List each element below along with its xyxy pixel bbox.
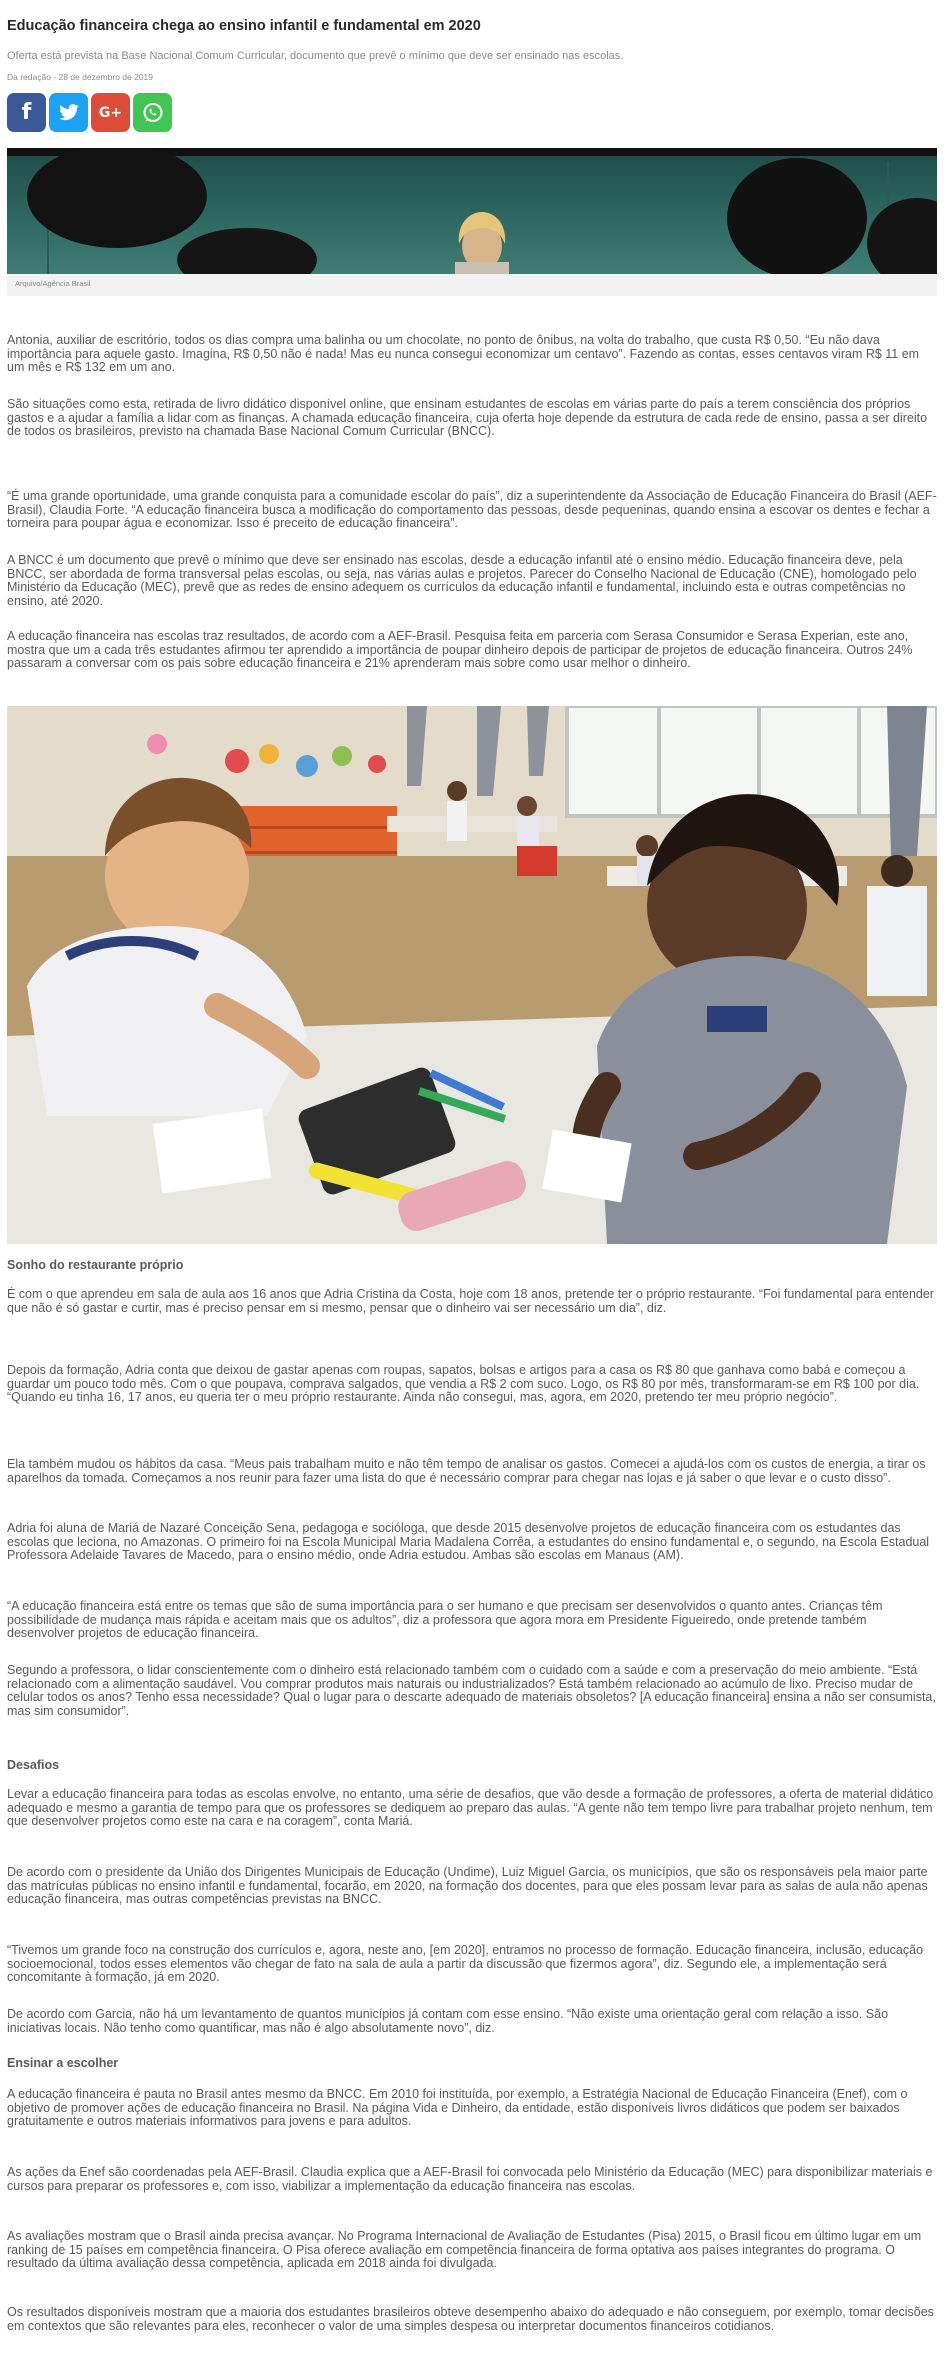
paragraph: De acordo com o presidente da União dos Dirigentes Municipais de Educação (Undime), Luiz Miguel Garcia, os municípios, que são os responsáveis pela maior parte das matrículas públicas no ensino infantil e fundamental, focarão, em 2020, na formação dos docentes, para que eles possam levar para as salas de aula não apenas educação financeira, mas outras competências previstas na BNCC. [7, 1865, 928, 1907]
paragraph: É com o que aprendeu em sala de aula aos 16 anos que Adria Cristina da Costa, hoje com 18 anos, pretende ter o próprio restaurante. “Foi fundamental para entender que não é só gastar e curtir, mas é preciso pensar em si mesmo, pensar que o dinheiro vai ser necessário um dia”, diz. [7, 1287, 934, 1315]
whatsapp-icon [141, 101, 165, 125]
article-subheadline: Oferta está prevista na Base Nacional Comum Curricular, documento que prevê o mínimo que deve ser ensinado nas escolas. [7, 50, 624, 62]
paragraph: São situações como esta, retirada de livro didático disponível online, que ensinam estudantes de escolas em várias parte do país a terem consciência dos próprios gastos e a ajudar a família a lidar com as finanças. A chamada educação financeira, cuja oferta hoje depende da estrutura de cada rede de ensino, passa a ser direito de todos os brasileiros, previsto na chamada Base Nacional Comum Curricular (BNCC). [7, 397, 928, 439]
share-twitter-button[interactable] [49, 93, 88, 132]
paragraph: A BNCC é um documento que prevê o mínimo que deve ser ensinado nas escolas, desde a educação infantil até o ensino médio. Educação financeira deve, pela BNCC, ser abordada de forma transversal pelas escolas, ou seja, nas várias aulas e projetos. Parecer do Conselho Nacional de Educação (CNE), homologado pelo Ministério da Educação (MEC), prevê que as redes de ensino adequem os currículos da educação infantil e fundamental, incluindo esta e outras competências no ensino, até 2020. [7, 553, 917, 608]
section-heading: Ensinar a escolher [7, 2056, 119, 2070]
paragraph: Ela também mudou os hábitos da casa. “Meus pais trabalham muito e não têm tempo de analisar os gastos. Comecei a ajudá-los com os custos de energia, a tirar os aparelhos da tomada. Começamos a nos reunir para fazer uma lista do que é necessário comprar para chegar nas lojas e já saber o que levar e o custo disso”. [7, 1457, 926, 1485]
article-headline: Educação financeira chega ao ensino infantil e fundamental em 2020 [7, 18, 481, 34]
paragraph: A educação financeira é pauta no Brasil antes mesmo da BNCC. Em 2010 foi instituída, por exemplo, a Estratégia Nacional de Educação Financeira (Enef), com o objetivo de promover ações de educação financeira no Brasil. Na página Vida e Dinheiro, da entidade, estão disponíveis livros didáticos que podem ser baixados gratuitamente e outros materiais informativos para jovens e para adultos. [7, 2087, 908, 2129]
paragraph: A educação financeira nas escolas traz resultados, de acordo com a AEF-Brasil. Pesquisa feita em parceria com Serasa Consumidor e Serasa Experian, este ano, mostra que um a cada três estudantes afirmou ter aprendido a importância de poupar dinheiro depois de participar de projetos de educação financeira. Outros 24% passaram a conversar com os pais sobre educação financeira e 21% aprenderam mais sobre como usar melhor o dinheiro. [7, 629, 913, 671]
share-whatsapp-button[interactable] [133, 93, 172, 132]
paragraph: As ações da Enef são coordenadas pela AEF-Brasil. Claudia explica que a AEF-Brasil foi convocada pelo Ministério da Educação (MEC) para disponibilizar materiais e cursos para preparar os professores e, com isso, viabilizar a implementação da educação financeira nas escolas. [7, 2165, 933, 2193]
classroom-hero-photo [7, 148, 937, 274]
share-google-plus-button[interactable] [91, 93, 130, 132]
share-bar [7, 93, 172, 132]
paragraph: Os resultados disponíveis mostram que a maioria dos estudantes brasileiros obteve desempenho abaixo do adequado e não conseguem, por exemplo, tomar decisões em contextos que são relevantes para eles, reconhecer o valor de uma simples despesa ou interpretar documentos financeiros cotidianos. [7, 2305, 934, 2333]
share-facebook-button[interactable] [7, 93, 46, 132]
paragraph: Antonia, auxiliar de escritório, todos os dias compra uma balinha ou um chocolate, no ponto de ônibus, na volta do trabalho, que custa R$ 0,50. “Eu não dava importância para aquele gasto. Imagina, R$ 0,50 não é nada! Mas eu nunca consegui economizar um centavo”. Fazendo as contas, esses centavos viram R$ 11 em um mês e R$ 132 em um ano. [7, 333, 920, 375]
paragraph: “É uma grande oportunidade, uma grande conquista para a comunidade escolar do país”, diz a superintendente da Associação de Educação Financeira do Brasil (AEF-Brasil), Claudia Forte. “A educação financeira busca a modificação do comportamento das pessoas, desde pequeninas, quando ensina a escovar os dentes e fechar a torneira para poupar água e economizar. Isso é preceito de educação financeira”. [7, 489, 937, 531]
children-classroom-photo [7, 706, 937, 1244]
section-heading: Desafios [7, 1758, 60, 1772]
google-plus-icon: G+ [98, 104, 123, 121]
hero-image [7, 148, 937, 296]
photo-credit: Arquivo/Agência Brasil [15, 279, 91, 288]
paragraph: De acordo com Garcia, não há um levantamento de quantos municípios já contam com esse ensino. “Não existe uma orientação geral com relação a isso. São iniciativas locais. Não tenho como quantificar, mas não é algo absolutamente novo”, diz. [7, 2007, 889, 2035]
facebook-icon: f [21, 100, 32, 125]
paragraph: “Tivemos um grande foco na construção dos currículos e, agora, neste ano, [em 2020], entramos no processo de formação. Educação financeira, inclusão, educação socioemocional, todos esses elementos vão chegar de fato na sala de aula a partir da discussão que fizermos agora”, diz. Segundo ele, a implementação será concomitante à formação, já em 2020. [7, 1943, 924, 1985]
paragraph: Depois da formação, Adria conta que deixou de gastar apenas com roupas, sapatos, bolsas e artigos para a casa os R$ 80 que ganhava como babá e começou a guardar um pouco todo mês. Com o que poupava, comprava salgados, que vendia a R$ 2 com suco. Logo, os R$ 80 por mês, transformaram-se em R$ 100 por dia. “Quando eu tinha 16, 17 anos, eu queria ter o meu próprio restaurante. Ainda não consegui, mas, agora, em 2020, pretendo ter meu próprio negócio”. [7, 1363, 920, 1405]
twitter-icon [58, 104, 80, 122]
paragraph: As avaliações mostram que o Brasil ainda precisa avançar. No Programa Internacional de Avaliação de Estudantes (Pisa) 2015, o Brasil ficou em último lugar em um ranking de 15 países em competência financeira. O Pisa oferece avaliação em competência financeira de forma optativa aos países integrantes do programa. O resultado da última avaliação dessa competência, aplicada em 2018 ainda foi divulgada. [7, 2229, 922, 2271]
paragraph: Levar a educação financeira para todas as escolas envolve, no entanto, uma série de desafios, que vão desde a formação de professores, a oferta de material didático adequado e mesmo a garantia de tempo para que os professores se dediquem ao preparo das aulas. “A gente não tem tempo livre para trabalhar projeto nenhum, tem que desenvolver projetos como este na cara e na coragem”, conta Mariá. [7, 1787, 934, 1829]
paragraph: “A educação financeira está entre os temas que são de suma importância para o ser humano e que precisam ser desenvolvidos o quanto antes. Crianças têm possibilidade de mudança mais rápida e aceitam mais que os adultos”, diz a professora que agora mora em Presidente Figueiredo, onde pretende também desenvolver projetos de educação financeira. [7, 1599, 883, 1641]
paragraph: Adria foi aluna de Mariá de Nazaré Conceição Sena, pedagoga e socióloga, que desde 2015 desenvolve projetos de educação financeira com os estudantes das escolas que leciona, no Amazonas. O primeiro foi na Escola Municipal Maria Madalena Corrêa, a estudantes do ensino fundamental e, o segundo, na Escola Estadual Professora Adelaide Tavares de Macedo, para o ensino médio, onde Adria estudou. Ambas são escolas em Manaus (AM). [7, 1521, 930, 1563]
section-heading: Sonho do restaurante próprio [7, 1258, 184, 1272]
classroom-photo-illustration [7, 706, 937, 1244]
paragraph: Segundo a professora, o lidar conscientemente com o dinheiro está relacionado também com o cuidado com a saúde e com a preservação do meio ambiente. “Está relacionado com a alimentação saudável. Vou comprar produtos mais naturais ou industrializados? Está também relacionado ao acúmulo de lixo. Preciso mudar de celular todos os anos? Tenho essa necessidade? Qual o lugar para o descarte adequado de materiais obsoletos? [A educação financeira] ensina a não ser consumista, mas sim consumidor”. [7, 1663, 936, 1718]
article-byline: Da redação - 28 de dezembro de 2019 [7, 72, 154, 82]
